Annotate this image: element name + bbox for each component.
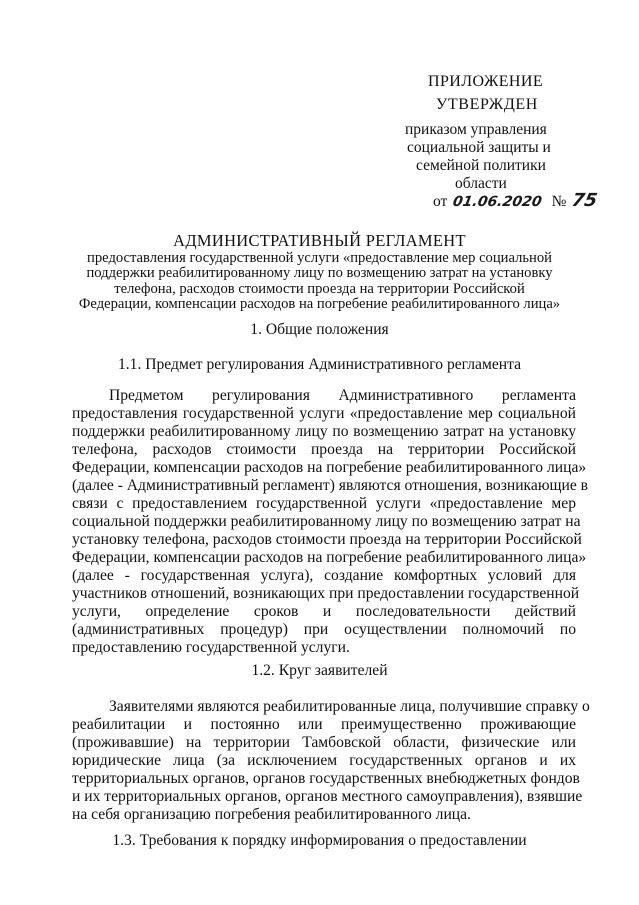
section-heading-1: 1. Общие положения — [250, 321, 389, 338]
paragraph-line: предоставления государственной услуги «предоставление мер социальной — [72, 405, 576, 422]
paragraph-line: участников отношений, возникающих при предоставлении государственной — [72, 585, 580, 602]
order-line-2: социальной защиты и — [407, 139, 551, 156]
paragraph-line: поддержки реабилитированному лицу по возмещению затрат на установку — [72, 423, 576, 440]
paragraph-line: и их территориальных органов, органов местного самоуправления), взявшие — [72, 788, 583, 805]
paragraph-line: (административных процедур) при осуществлении полномочий по — [72, 621, 576, 638]
paragraph-line: Федерации, компенсации расходов на погребение реабилитированного лица» — [72, 459, 587, 476]
section-1-2-paragraph — [72, 698, 590, 824]
section-heading-1-3: 1.3. Требования к порядку информирования о предоставлении — [112, 832, 527, 849]
paragraph-line: Заявителями являются реабилитированные лица, получившие справку о — [109, 698, 590, 715]
paragraph-line: установку телефона, расходов стоимости проезда на территории Российской — [72, 531, 582, 548]
appendix-label: ПРИЛОЖЕНИЕ — [428, 73, 544, 90]
paragraph-line: телефона, расходов стоимости проезда на территории Российской — [72, 441, 576, 458]
handwritten-date: 01.06.2020 — [451, 194, 544, 210]
order-line-3: семейной политики — [416, 157, 546, 174]
number-sign: № — [551, 193, 567, 210]
paragraph-line: Федерации, компенсации расходов на погребение реабилитированного лица» — [72, 549, 587, 566]
order-line-4: области — [455, 175, 507, 192]
paragraph-line: реабилитации и постоянно или преимущественно проживающие — [72, 716, 576, 733]
subtitle-line: Федерации, компенсации расходов на погребение реабилитированного лица» — [78, 296, 561, 313]
section-heading-1-2: 1.2. Круг заявителей — [251, 662, 388, 679]
subtitle-line: телефона, расходов стоимости проезда на территории Российской — [114, 280, 525, 297]
subtitle-line: поддержки реабилитированному лицу по возмещению затрат на установку — [86, 265, 553, 282]
handwritten-number: 75 — [570, 190, 600, 211]
approved-label: УТВЕРЖДЕН — [436, 96, 538, 113]
paragraph-line: связи с предоставлением государственной услуги «предоставление мер — [72, 495, 576, 512]
paragraph-line: юридические лица (за исключением государственных органов и их — [72, 752, 576, 769]
subtitle-line: предоставления государственной услуги «предоставление мер социальной — [87, 250, 552, 266]
paragraph-line: услуги, определение сроков и последовательности действий — [72, 603, 576, 620]
document-title: АДМИНИСТРАТИВНЫЙ РЕГЛАМЕНТ — [173, 231, 466, 250]
document-subtitle — [0, 251, 639, 313]
paragraph-line: (далее - государственная услуга), создание комфортных условий для — [72, 567, 576, 584]
date-prefix: от — [433, 193, 448, 210]
paragraph-line: социальной поддержки реабилитированному лицу по возмещению затрат на — [72, 513, 581, 530]
paragraph-line: Предметом регулирования Административного регламента — [109, 387, 576, 404]
section-1-1-paragraph — [72, 387, 589, 657]
order-date-line — [433, 190, 600, 211]
paragraph-line: (далее - Административный регламент) являются отношения, возникающие в — [72, 477, 589, 494]
order-line-1: приказом управления — [405, 121, 547, 138]
paragraph-line: предоставлению государственной услуги. — [72, 639, 350, 656]
section-heading-1-1: 1.1. Предмет регулирования Административного регламента — [117, 356, 522, 373]
paragraph-line: на себя организацию погребения реабилитированного лица. — [72, 806, 471, 823]
paragraph-line: территориальных органов, органов государственных внебюджетных фондов — [72, 770, 580, 787]
paragraph-line: (проживавшие) на территории Тамбовской области, физические или — [72, 734, 576, 751]
